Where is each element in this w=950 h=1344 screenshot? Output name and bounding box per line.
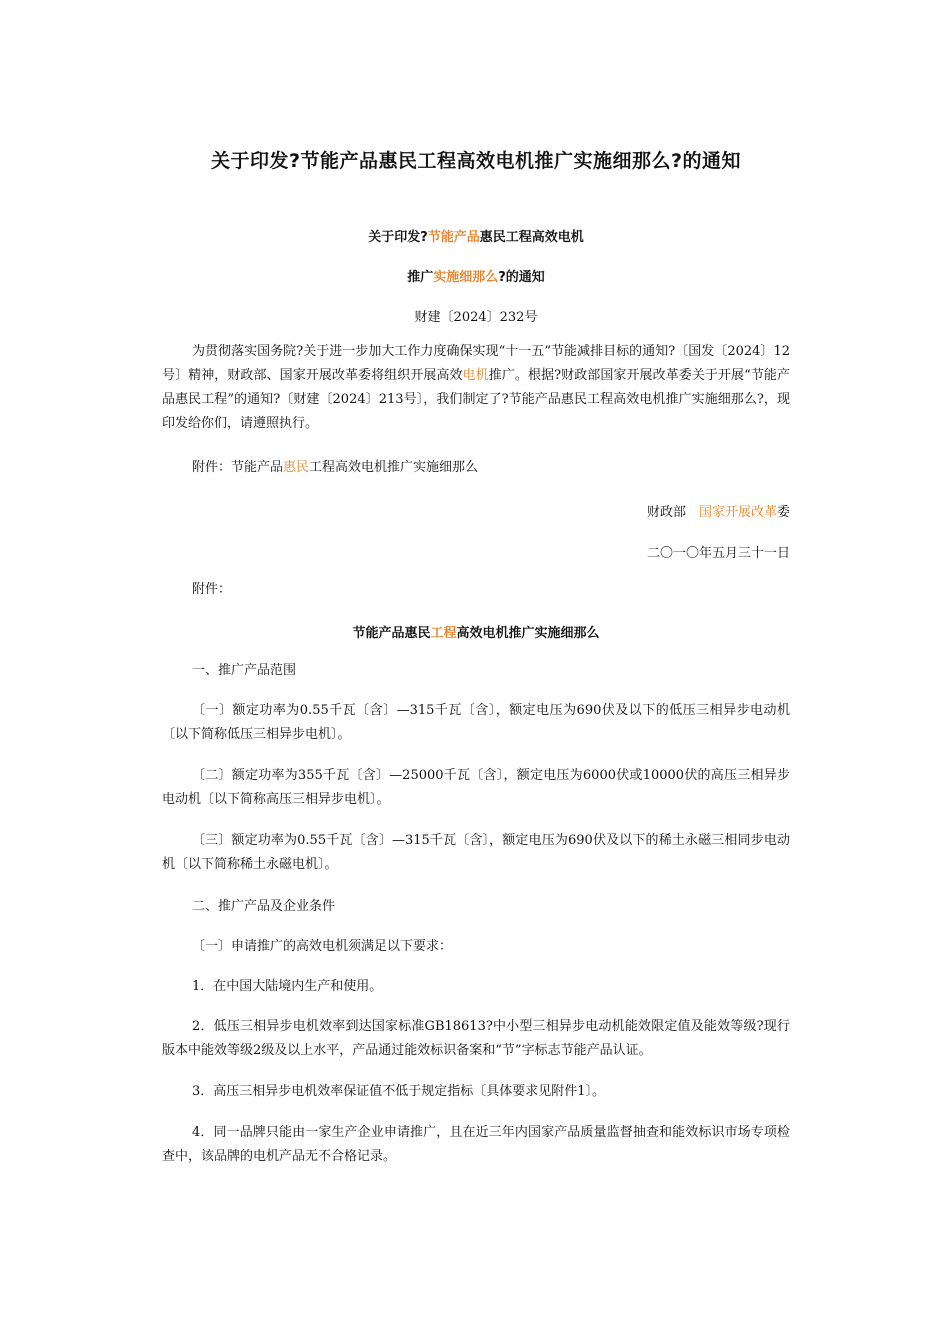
item-1-2: 〔二〕额定功率为355千瓦〔含〕—25000千瓦〔含〕，额定电压为6000伏或10000伏的高压三相异步电动机〔以下简称高压三相异步电机〕。 xyxy=(162,768,790,807)
signature-part-c: 委 xyxy=(776,505,790,520)
sub-title-2-highlight: 实施细那么 xyxy=(433,270,499,285)
requirement-2: 2．低压三相异步电机效率到达国家标准GB18613?中小型三相异步电动机能效限定值及能效等级?现行版本中能效等级2级及以上水平，产品通过能效标识备案和“节”字标志节能产品认证。 xyxy=(162,1019,790,1058)
sub-title-1-highlight: 节能产品 xyxy=(427,230,480,245)
attachment-title-part-c: 高效电机推广实施细那么 xyxy=(456,626,600,641)
item-2-1: 〔一〕申请推广的高效电机须满足以下要求： xyxy=(192,939,453,954)
date: 二〇一〇年五月三十一日 xyxy=(646,546,790,561)
sub-title-line-1 xyxy=(162,226,790,245)
sub-title-line-2 xyxy=(162,266,790,285)
main-title: 关于印发?节能产品惠民工程高效电机推广实施细那么?的通知 xyxy=(210,150,742,172)
document-number: 财建〔2024〕232号 xyxy=(414,310,538,325)
attachment-line-part-a: 附件：节能产品 xyxy=(192,460,284,475)
attachment-title-part-a: 节能产品惠民 xyxy=(352,626,431,641)
requirement-1: 1．在中国大陆境内生产和使用。 xyxy=(192,979,383,994)
sub-title-2-part-c: ?的通知 xyxy=(498,270,545,285)
intro-paragraph xyxy=(162,340,790,436)
requirement-3: 3．高压三相异步电机效率保证值不低于规定指标〔具体要求见附件1〕。 xyxy=(192,1084,606,1099)
sub-title-1-part-c: 惠民工程高效电机 xyxy=(479,230,584,245)
attachment-line xyxy=(162,456,790,480)
signature-part-a: 财政部 xyxy=(646,505,699,520)
attachment-line-part-c: 工程高效电机推广实施细那么 xyxy=(309,460,479,475)
signature-highlight: 国家开展改革 xyxy=(698,505,777,520)
attachment-label: 附件： xyxy=(192,582,232,597)
sub-title-1-part-a: 关于印发? xyxy=(368,230,428,245)
intro-part-b: 推广。根据?财政部国家开展改革委关于开展“节能产品惠民工程”的通知?〔财建〔2024〕213号〕，我们制定了?节能产品惠民工程高效电机推广实施细那么?，现印发给你们，请遵照执行。 xyxy=(162,368,790,431)
attachment-title xyxy=(162,622,790,641)
sub-title-2-part-a: 推广 xyxy=(407,270,434,285)
intro-part-a: 为贯彻落实国务院?关于进一步加大工作力度确保实现“十一五”节能减排目标的通知?〔国发〔2024〕12号〕精神，财政部、国家开展改革委将组织开展高效 xyxy=(162,344,790,383)
item-1-1: 〔一〕额定功率为0.55千瓦〔含〕—315千瓦〔含〕，额定电压为690伏及以下的低压三相异步电动机〔以下简称低压三相异步电机〕。 xyxy=(162,703,790,742)
intro-highlight: 电机 xyxy=(462,368,489,383)
section-heading-1: 一、推广产品范围 xyxy=(192,663,297,678)
section-heading-2: 二、推广产品及企业条件 xyxy=(192,899,336,914)
item-1-3: 〔三〕额定功率为0.55千瓦〔含〕—315千瓦〔含〕，额定电压为690伏及以下的稀土永磁三相同步电动机〔以下简称稀土永磁电机〕。 xyxy=(162,833,790,872)
attachment-line-highlight: 惠民 xyxy=(283,460,310,475)
requirement-4: 4．同一品牌只能由一家生产企业申请推广，且在近三年内国家产品质量监督抽查和能效标识市场专项检查中，该品牌的电机产品无不合格记录。 xyxy=(162,1125,790,1164)
attachment-title-highlight: 工程 xyxy=(430,626,457,641)
signature xyxy=(162,501,790,520)
